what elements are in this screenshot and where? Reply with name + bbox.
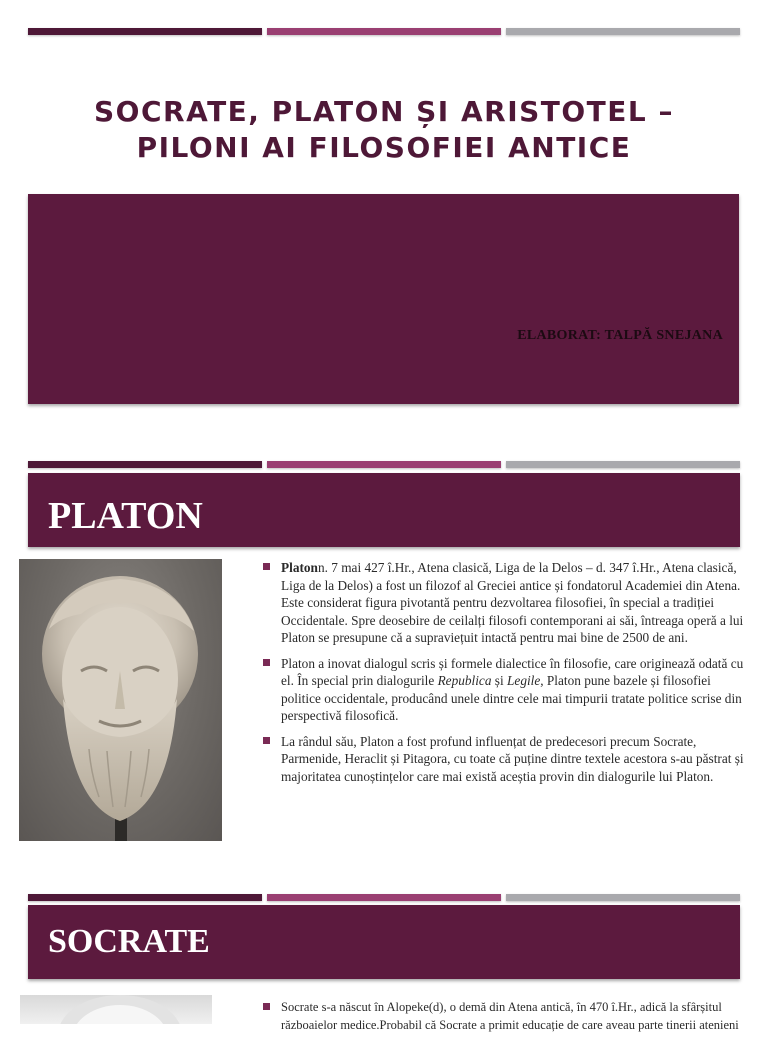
work-title-legile: Legile [507,673,541,688]
bullet-text: n. 7 mai 427 î.Hr., Atena clasică, Liga de la Delos – d. 347 î.Hr., Atena clasică, Liga de la Delos) a fost un filozof al Greciei antice și fondatorul Academiei din Atena. Este considerat figura pivotantă pentru dezvoltarea filosofiei, în special a tradiției Occidentale. Spre deosebire de ceilalți filosofi contemporani ai săi, întreaga operă a lui Platon se presupune că a supraviețuit intactă pentru mai bine de 2500 de ani. [281,560,744,645]
bullet-text: Socrate s-a născut în Alopeke(d), o demă din Atena antică, în 470 î.Hr., adică la sfârșitul războaielor medice.Probabil că Socrate a primit educație de care aveau parte tinerii atenieni [281,1000,739,1032]
bullet-icon [263,563,270,570]
presentation-title: SOCRATE, PLATON ȘI ARISTOTEL – PILONI AI FILOSOFIEI ANTICE [94,95,674,164]
accent-bars [28,461,740,469]
accent-bar-mid [267,894,501,901]
socrates-bust-image [20,995,212,1024]
accent-bar-dark [28,894,262,901]
plato-bust-image [19,559,222,841]
bullet-text: Platon a inovat dialogul scris și formele dialectice în filosofie, care originează odată cu el. În special prin dialogurile [281,655,744,688]
accent-bars [28,894,740,902]
socrates-bust-illustration [20,995,212,1024]
accent-bars [28,28,740,36]
bullet-icon [263,737,270,744]
list-item [262,559,750,647]
plato-bust-illustration [19,559,222,841]
platon-bullet-list [262,559,750,793]
subtitle-panel [28,194,739,404]
slide-header [28,473,740,547]
author-label: ELABORAT: TALPĂ SNEJANA [517,328,723,343]
socrate-bullet-list [262,999,750,1042]
accent-bar-dark [28,461,262,468]
list-item [262,733,750,786]
accent-bar-gray [506,28,740,35]
slide-title: SOCRATE [48,923,210,960]
list-item [262,999,750,1034]
bullet-text: La rândul său, Platon a fost profund influențat de predecesori precum Socrate, Parmenide, Heraclit și Pitagora, cu toate că puține dintre textele acestora s-au păstrat și majoritatea cunoștințelor care mai există aceștia provin din dialogurile lui Platon. [281,733,744,784]
bullet-bold-lead: Platon [281,560,318,575]
accent-bar-gray [506,894,740,901]
slide-header [28,905,740,979]
bullet-icon [263,1003,270,1010]
accent-bar-gray [506,461,740,468]
accent-bar-mid [267,28,501,35]
title-slide [0,0,768,440]
slide-title: PLATON [48,495,203,537]
accent-bar-mid [267,461,501,468]
accent-bar-dark [28,28,262,35]
work-title-republica: Republica [437,673,492,688]
bullet-text: , Platon pune bazele și filosofiei politice occidentale, producând unele dintre cele mai timpurii tratate politice scrise din perspectivă filosofică. [281,673,742,723]
bullet-icon [263,659,270,666]
bullet-text: și [491,673,508,688]
list-item [262,655,750,725]
